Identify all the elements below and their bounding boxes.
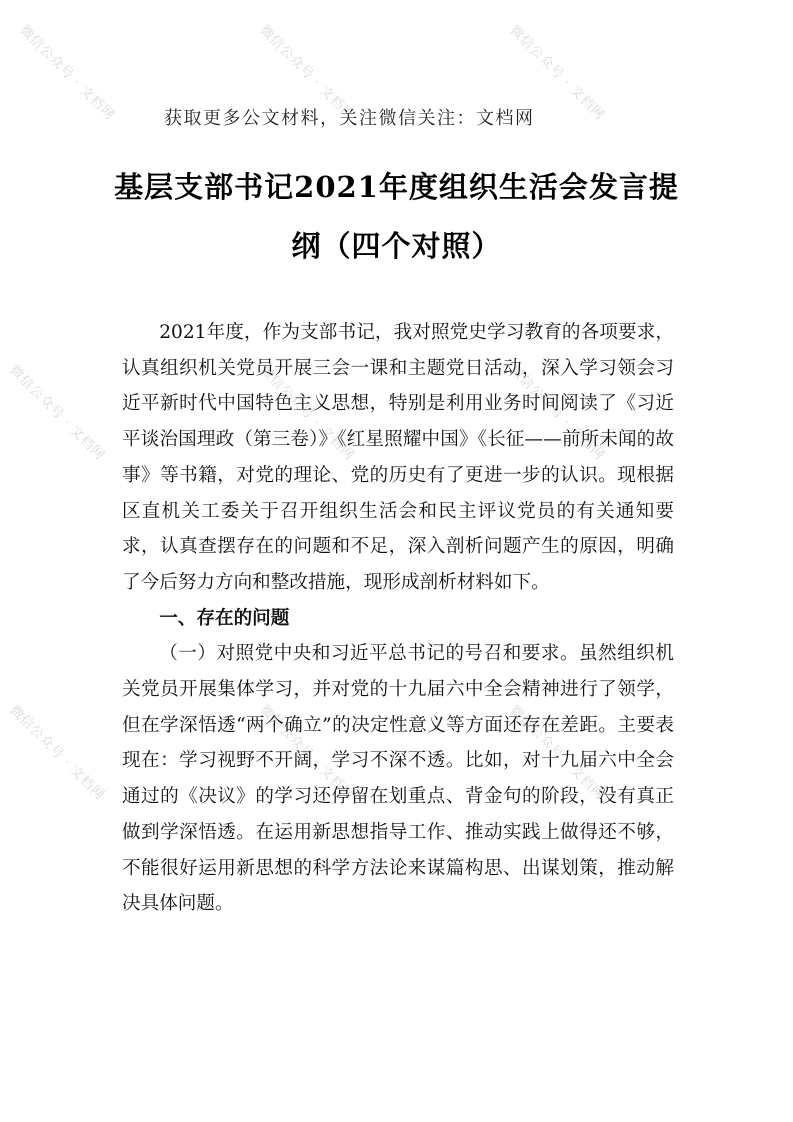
document-body <box>122 315 674 922</box>
section-paragraph: （一）对照党中央和习近平总书记的号召和要求。虽然组织机关党员开展集体学习，并对党的十九届六中全会精神进行了领学，但在学深悟透“两个确立”的决定性意义等方面还存在差距。主要表现在：学习视野不开阔，学习不深不透。比如，对十九届六中全会通过的《决议》的学习还停留在划重点、背金句的阶段，没有真正做到学深悟透。在运用新思想指导工作、推动实践上做得还不够，不能很好运用新思想的科学方法论来谋篇构思、出谋划策，推动解决具体问题。 <box>122 643 674 915</box>
watermark-text: 微信公众号 · 文档网 <box>6 702 108 804</box>
watermark-text: 微信公众号 · 文档网 <box>506 22 608 124</box>
intro-paragraph: 2021年度，作为支部书记，我对照党史学习教育的各项要求，认真组织机关党员开展三会一课和主题党日活动，深入学习领会习近平新时代中国特色主义思想，特别是利用业务时间阅读了《习近平谈治国理政（第三卷）》《红星照耀中国》《长征——前所未闻的故事》等书籍，对党的理论、党的历史有了更进一步的认识。现根据区直机关工委关于召开组织生活会和民主评议党员的有关通知要求，认真查摆存在的问题和不足，深入剖析问题产生的原因，明确了今后努力方向和整改措施，现形成剖析材料如下。 <box>122 322 674 593</box>
document-title-line-2: 纲（四个对照） <box>291 229 502 263</box>
watermark-text: 微信公众号 · 文档网 <box>506 702 608 804</box>
header-note: 获取更多公文材料，关注微信关注：文档网 <box>164 108 535 129</box>
watermark-text: 微信公众号 · 文档网 <box>6 362 108 464</box>
watermark-text: 微信公众号 · 文档网 <box>256 362 358 464</box>
watermark-text: 微信公众号 · 文档网 <box>506 362 608 464</box>
document-title-line-1: 基层支部书记2021年度组织生活会发言提 <box>114 170 679 204</box>
watermark-text: 微信公众号 · 文档网 <box>16 22 118 124</box>
watermark-text: 微信公众号 · 文档网 <box>256 22 358 124</box>
watermark-text: 微信公众号 · 文档网 <box>256 702 358 804</box>
section-heading: 一、存在的问题 <box>159 607 290 629</box>
